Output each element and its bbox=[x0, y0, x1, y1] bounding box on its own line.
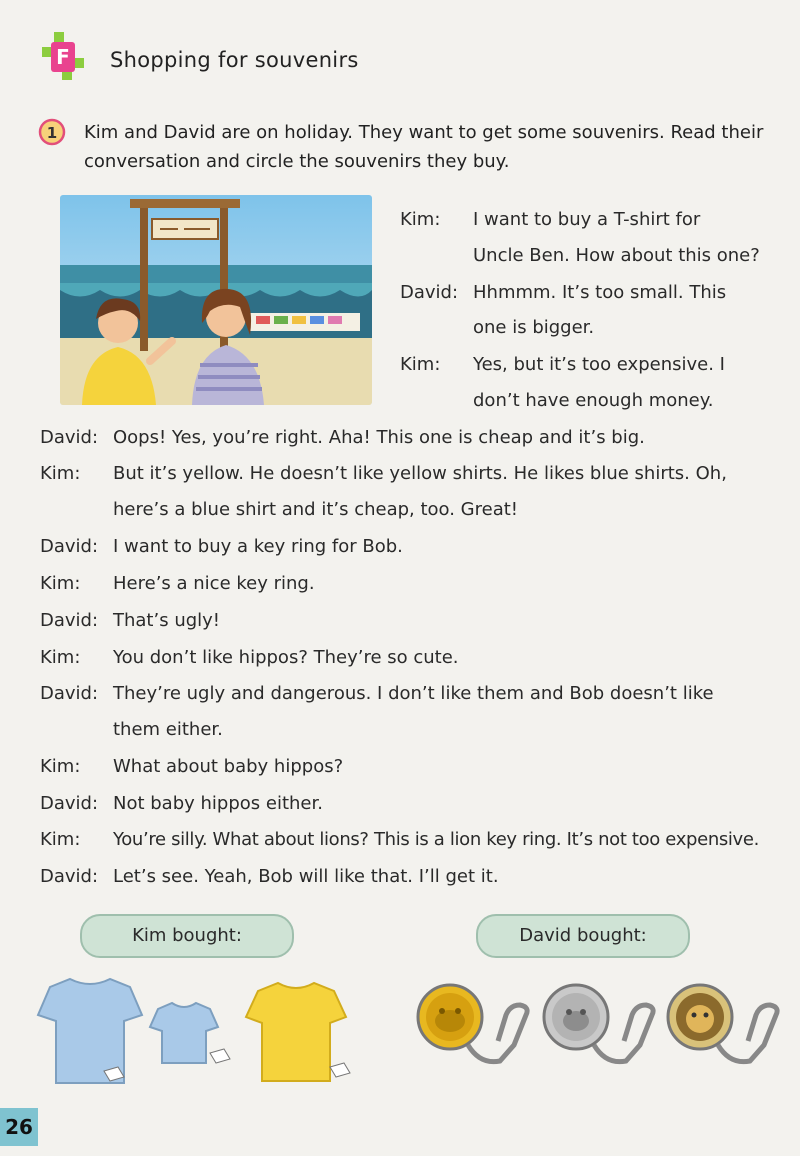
speaker-david: David: bbox=[40, 793, 99, 814]
speaker-kim: Kim: bbox=[40, 573, 81, 594]
dialogue-line-2-cont bbox=[473, 310, 783, 346]
speech-text: That’s ugly! bbox=[113, 610, 221, 631]
large-blue-tshirt[interactable] bbox=[38, 979, 142, 1083]
task-number-badge bbox=[38, 118, 66, 146]
speech-text: I want to buy a key ring for Bob. bbox=[113, 536, 403, 557]
task-instruction: Kim and David are on holiday. They want to get some souvenirs. Read their conversation and circle the souvenirs they buy. bbox=[84, 122, 764, 172]
speaker-david: David: bbox=[40, 536, 99, 557]
speaker-kim: Kim: bbox=[400, 209, 441, 230]
speech-text: What about baby hippos? bbox=[113, 756, 344, 777]
speaker-david: David: bbox=[400, 282, 459, 303]
task-number: 1 bbox=[46, 124, 58, 142]
baby-hippo-key-ring[interactable] bbox=[544, 985, 653, 1062]
lion-key-ring[interactable] bbox=[668, 985, 777, 1062]
dialogue-line-1-cont bbox=[473, 238, 783, 274]
david-bought-label: David bought: bbox=[476, 914, 690, 958]
market-illustration bbox=[60, 195, 372, 405]
speech-text: I want to buy a T-shirt for bbox=[473, 209, 701, 230]
speaker-kim: Kim: bbox=[40, 756, 81, 777]
speech-text: Hhmmm. It’s too small. This bbox=[473, 282, 727, 303]
section-f-badge bbox=[40, 30, 86, 82]
speaker-kim: Kim: bbox=[40, 829, 81, 850]
speech-text: But it’s yellow. He doesn’t like yellow shirts. He likes blue shirts. Oh, bbox=[113, 463, 727, 484]
speech-text: one is bigger. bbox=[473, 317, 595, 338]
dialogue-line-3-cont bbox=[473, 383, 783, 419]
speaker-david: David: bbox=[40, 427, 99, 448]
souvenir-pictures bbox=[20, 975, 790, 1095]
dialogue-line-5-cont bbox=[113, 492, 773, 528]
speaker-kim: Kim: bbox=[40, 647, 81, 668]
speech-text: Uncle Ben. How about this one? bbox=[473, 245, 760, 266]
speaker-david: David: bbox=[40, 866, 99, 887]
speaker-david: David: bbox=[40, 610, 99, 631]
speech-text: here’s a blue shirt and it’s cheap, too. Great! bbox=[113, 499, 519, 520]
speech-text: Here’s a nice key ring. bbox=[113, 573, 315, 594]
kim-bought-label: Kim bought: bbox=[80, 914, 294, 958]
speech-text: them either. bbox=[113, 719, 223, 740]
speech-text: You don’t like hippos? They’re so cute. bbox=[113, 647, 459, 668]
yellow-tshirt[interactable] bbox=[246, 983, 350, 1081]
speech-text: Oops! Yes, you’re right. Aha! This one is cheap and it’s big. bbox=[113, 427, 645, 448]
dialogue-line-10-cont bbox=[113, 712, 773, 748]
speech-text: don’t have enough money. bbox=[473, 390, 714, 411]
page-title: Shopping for souvenirs bbox=[110, 48, 359, 72]
speaker-kim: Kim: bbox=[40, 463, 81, 484]
section-letter: F bbox=[56, 45, 70, 69]
page-number: 26 bbox=[0, 1108, 38, 1146]
speech-text: Not baby hippos either. bbox=[113, 793, 323, 814]
speech-text: You’re silly. What about lions? This is a lion key ring. It’s not too expensive. bbox=[113, 829, 759, 850]
hippo-key-ring[interactable] bbox=[418, 985, 527, 1062]
speech-text: Yes, but it’s too expensive. I bbox=[473, 354, 725, 375]
speech-text: Let’s see. Yeah, Bob will like that. I’ll get it. bbox=[113, 866, 499, 887]
speech-text: They’re ugly and dangerous. I don’t like them and Bob doesn’t like bbox=[113, 683, 714, 704]
speaker-kim: Kim: bbox=[400, 354, 441, 375]
small-blue-tshirt[interactable] bbox=[150, 1003, 230, 1063]
speaker-david: David: bbox=[40, 683, 99, 704]
